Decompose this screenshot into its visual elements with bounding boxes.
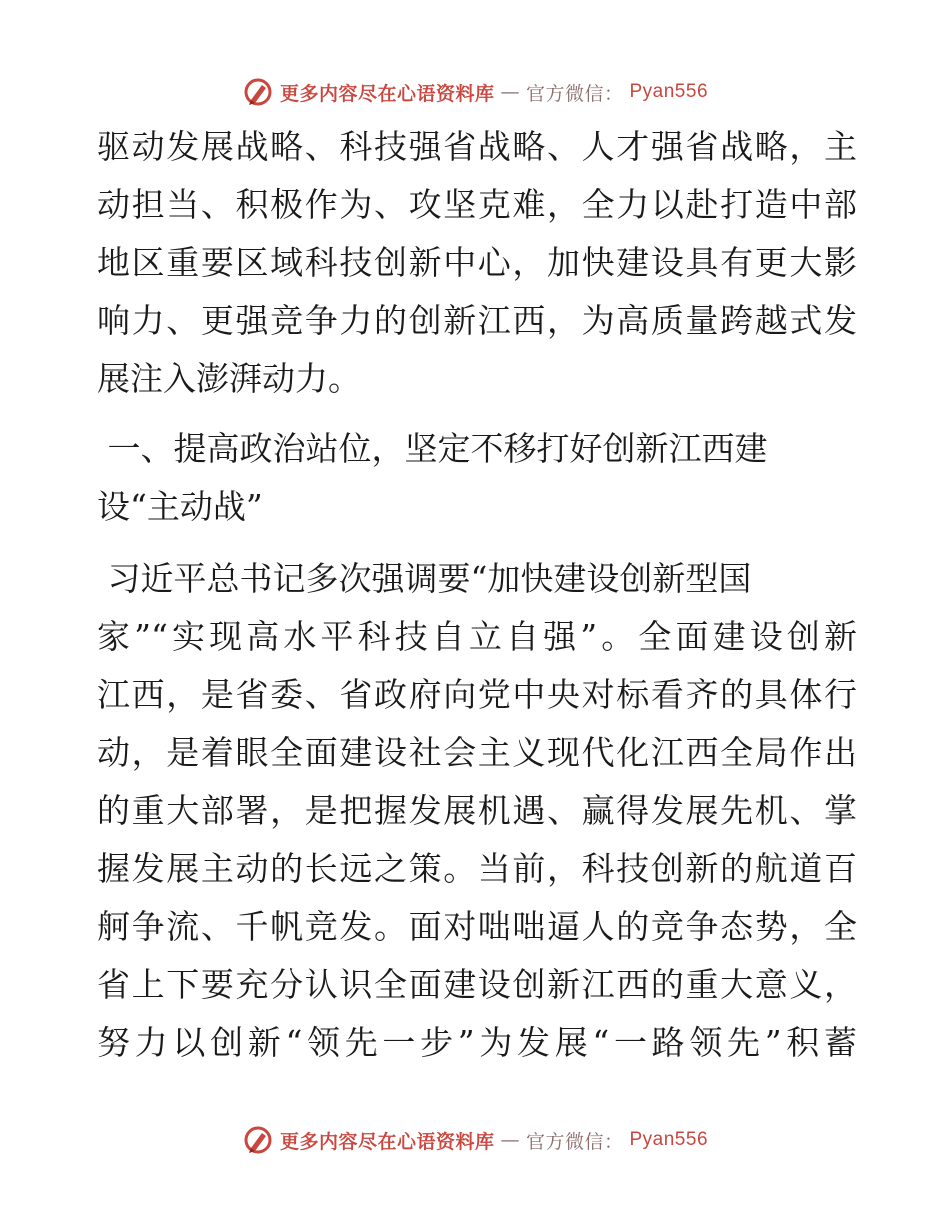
text-line: 动担当、积极作为、攻坚克难，全力以赴打造中部	[97, 185, 857, 224]
text-line: 驱动发展战略、科技强省战略、人才强省战略，主	[97, 127, 857, 166]
text-line: 的重大部署，是把握发展机遇、赢得发展先机、掌	[97, 791, 857, 830]
footer-watermark	[0, 1120, 950, 1160]
watermark-brand: 更多内容尽在心语资料库	[279, 1130, 495, 1153]
text-line: 舸争流、千帆竞发。面对咄咄逼人的竞争态势，全	[97, 907, 857, 946]
document-body	[97, 118, 857, 1072]
text-line: 握发展主动的长远之策。当前，科技创新的航道百	[97, 849, 857, 888]
pen-logo-icon	[242, 76, 274, 108]
watermark-id: Pyan556	[629, 1129, 709, 1150]
text-line: 地区重要区域科技创新中心，加快建设具有更大影	[97, 243, 857, 282]
text-line: 省上下要充分认识全面建设创新江西的重大意义，	[97, 965, 857, 1004]
text-line: 家”“实现高水平科技自立自强”。全面建设创新	[97, 617, 857, 656]
paragraph-1	[97, 118, 857, 408]
text-line: 展注入澎湃动力。	[97, 359, 361, 398]
heading-line: 设“主动战”	[97, 487, 263, 526]
paragraph-2	[97, 550, 857, 1072]
text-line: 响力、更强竞争力的创新江西，为高质量跨越式发	[97, 301, 857, 340]
text-line: 动，是着眼全面建设社会主义现代化江西全局作出	[97, 733, 857, 772]
watermark-label: 官方微信：	[525, 1130, 624, 1153]
watermark-separator: —	[500, 1129, 520, 1151]
heading-line: 一、提高政治站位，坚定不移打好创新江西建	[97, 429, 768, 468]
pen-logo-icon	[242, 1124, 274, 1156]
watermark-id: Pyan556	[629, 81, 709, 102]
text-line: 习近平总书记多次强调要“加快建设创新型国	[97, 559, 752, 598]
text-line: 江西，是省委、省政府向党中央对标看齐的具体行	[97, 675, 857, 714]
text-line: 努力以创新“领先一步”为发展“一路领先”积蓄	[97, 1023, 857, 1062]
watermark-label: 官方微信：	[525, 82, 624, 105]
header-watermark	[0, 72, 950, 112]
watermark-brand: 更多内容尽在心语资料库	[279, 82, 495, 105]
section-heading	[97, 420, 857, 536]
watermark-separator: —	[500, 81, 520, 103]
